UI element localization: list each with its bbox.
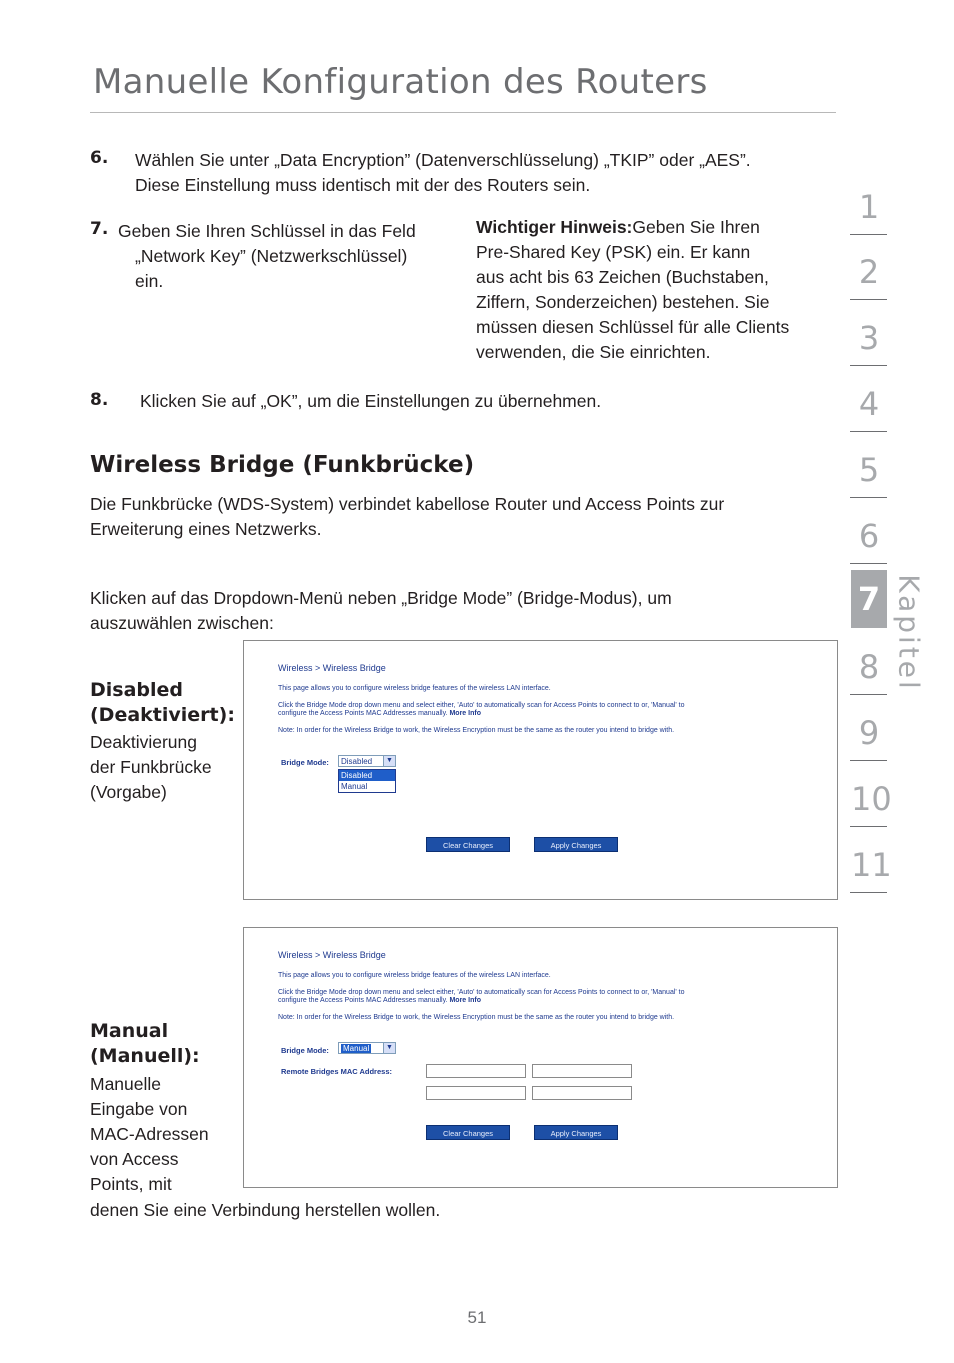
option-manual-desc: von Access <box>90 1149 179 1169</box>
chapter-tab-2[interactable]: 2 <box>858 253 880 291</box>
chapter-divider <box>850 563 887 564</box>
bridge-mode-label: Bridge Mode: <box>281 758 329 767</box>
chapter-divider <box>850 299 887 300</box>
important-note-line: verwenden, die Sie einrichten. <box>476 342 711 362</box>
option-disabled-heading-2: (Deaktiviert): <box>90 704 235 726</box>
info-line-2b: configure the Access Points MAC Addresses manually. <box>278 997 448 1004</box>
option-manual-desc: Points, mit <box>90 1174 172 1194</box>
more-info-link[interactable]: More Info <box>449 997 481 1004</box>
info-line-2a: Click the Bridge Mode drop down menu and select either, 'Auto' to automatically scan for Access Points to connect to or, 'Manual' to <box>278 989 685 996</box>
chapter-tab-10[interactable]: 10 <box>851 780 892 818</box>
chapter-divider <box>850 431 887 432</box>
option-manual-desc-tail: denen Sie eine Verbindung herstellen wollen. <box>90 1200 441 1220</box>
info-line-2a: Click the Bridge Mode drop down menu and select either, 'Auto' to automatically scan for Access Points to connect to or, 'Manual' to <box>278 702 685 709</box>
title-divider <box>90 112 836 113</box>
bridge-mode-label: Bridge Mode: <box>281 1046 329 1055</box>
bridge-mode-value: Disabled <box>341 757 373 766</box>
breadcrumb: Wireless > Wireless Bridge <box>278 950 386 960</box>
apply-changes-button[interactable]: Apply Changes <box>534 837 618 852</box>
important-note-label: Wichtiger Hinweis: <box>476 217 633 237</box>
mac-address-input-1[interactable] <box>426 1064 526 1078</box>
info-line-1: This page allows you to configure wireless bridge features of the wireless LAN interface. <box>278 685 551 692</box>
more-info-link[interactable]: More Info <box>449 710 481 717</box>
chapter-tab-1[interactable]: 1 <box>858 188 880 226</box>
screenshot-bridge-manual <box>243 927 838 1188</box>
option-manual-desc: MAC-Adressen <box>90 1124 209 1144</box>
step-6-line-2: Diese Einstellung muss identisch mit der des Routers sein. <box>135 175 591 195</box>
info-line-3: Note: In order for the Wireless Bridge to work, the Wireless Encryption must be the same as the router you intend to bridge with. <box>278 1014 675 1021</box>
chevron-down-icon[interactable]: ▼ <box>383 756 395 766</box>
chapter-tab-8[interactable]: 8 <box>858 648 880 686</box>
page-number: 51 <box>467 1308 487 1327</box>
important-note-line: müssen diesen Schlüssel für alle Clients <box>476 317 790 337</box>
option-manual-desc: Eingabe von <box>90 1099 188 1119</box>
apply-changes-button[interactable]: Apply Changes <box>534 1125 618 1140</box>
step-8-line-1: Klicken Sie auf „OK”, um die Einstellungen zu übernehmen. <box>140 391 602 411</box>
step-7-line-1: Geben Sie Ihren Schlüssel in das Feld <box>118 221 416 241</box>
chapter-divider <box>850 892 887 893</box>
bridge-mode-value: Manual <box>343 1044 370 1053</box>
chevron-down-icon[interactable]: ▼ <box>383 1043 395 1053</box>
chapter-tab-5[interactable]: 5 <box>858 451 880 489</box>
screenshot-bridge-disabled <box>243 640 838 900</box>
dropdown-option-disabled[interactable]: Disabled <box>339 770 395 781</box>
important-note-first-line <box>476 215 760 240</box>
step-7-line-2: „Network Key” (Netzwerkschlüssel) <box>135 246 408 266</box>
important-note-line: Pre-Shared Key (PSK) ein. Er kann <box>476 242 751 262</box>
option-manual-heading: Manual <box>90 1020 169 1042</box>
dropdown-option-manual[interactable]: Manual <box>341 782 368 791</box>
breadcrumb: Wireless > Wireless Bridge <box>278 663 386 673</box>
step-7-line-3: ein. <box>135 271 164 291</box>
info-line-1: This page allows you to configure wireless bridge features of the wireless LAN interface. <box>278 972 551 979</box>
important-note-line: aus acht bis 63 Zeichen (Buchstaben, <box>476 267 769 287</box>
bridge-mode-dropdown-list <box>338 769 396 793</box>
chapter-divider <box>850 234 887 235</box>
chapter-tab-9[interactable]: 9 <box>858 714 880 752</box>
clear-changes-button[interactable]: Clear Changes <box>426 837 510 852</box>
step-number-8: 8. <box>90 390 109 410</box>
important-note-first: Geben Sie Ihren <box>632 217 760 237</box>
section-heading: Wireless Bridge (Funkbrücke) <box>90 452 475 478</box>
chapter-tab-6[interactable]: 6 <box>858 517 880 555</box>
chapter-label <box>886 573 932 693</box>
bridge-mode-select[interactable] <box>338 755 396 767</box>
info-line-2 <box>278 702 798 718</box>
info-line-2b: configure the Access Points MAC Addresses manually. <box>278 710 448 717</box>
chapter-divider <box>850 497 887 498</box>
step-number-7: 7. <box>90 219 109 239</box>
step-number-6: 6. <box>90 148 109 168</box>
chapter-tab-4[interactable]: 4 <box>858 385 880 423</box>
option-disabled-desc: Deaktivierung <box>90 732 197 752</box>
mac-address-input-3[interactable] <box>426 1086 526 1100</box>
clear-changes-button[interactable]: Clear Changes <box>426 1125 510 1140</box>
step-6-line-1: Wählen Sie unter „Data Encryption” (Datenverschlüsselung) „TKIP” oder „AES”. <box>135 150 751 170</box>
section-click-line-2: auszuwählen zwischen: <box>90 613 274 633</box>
chapter-divider <box>850 826 887 827</box>
option-manual-desc: Manuelle <box>90 1074 162 1094</box>
chapter-tab-11[interactable]: 11 <box>851 846 892 884</box>
chapter-divider <box>850 694 887 695</box>
option-disabled-desc: der Funkbrücke <box>90 757 212 777</box>
option-manual-heading-2: (Manuell): <box>90 1045 200 1067</box>
page-title: Manuelle Konfiguration des Routers <box>93 62 708 102</box>
section-intro-line-2: Erweiterung eines Netzwerks. <box>90 519 322 539</box>
section-click-line-1: Klicken auf das Dropdown-Menü neben „Bridge Mode” (Bridge-Modus), um <box>90 588 672 608</box>
remote-mac-label: Remote Bridges MAC Address: <box>281 1067 392 1076</box>
info-line-2 <box>278 989 798 1005</box>
chapter-divider <box>850 365 887 366</box>
chapter-divider <box>850 760 887 761</box>
chapter-label-text: Kapitel <box>892 574 926 692</box>
section-intro-line-1: Die Funkbrücke (WDS-System) verbindet kabellose Router und Access Points zur <box>90 494 725 514</box>
chapter-tab-3[interactable]: 3 <box>858 319 880 357</box>
info-line-3: Note: In order for the Wireless Bridge to work, the Wireless Encryption must be the same as the router you intend to bridge with. <box>278 727 675 734</box>
option-disabled-heading: Disabled <box>90 679 184 701</box>
option-disabled-desc: (Vorgabe) <box>90 782 167 802</box>
important-note-line: Ziffern, Sonderzeichen) bestehen. Sie <box>476 292 770 312</box>
chapter-tab-7-active[interactable]: 7 <box>851 570 887 628</box>
mac-address-input-2[interactable] <box>532 1064 632 1078</box>
bridge-mode-select[interactable] <box>338 1042 396 1054</box>
mac-address-input-4[interactable] <box>532 1086 632 1100</box>
